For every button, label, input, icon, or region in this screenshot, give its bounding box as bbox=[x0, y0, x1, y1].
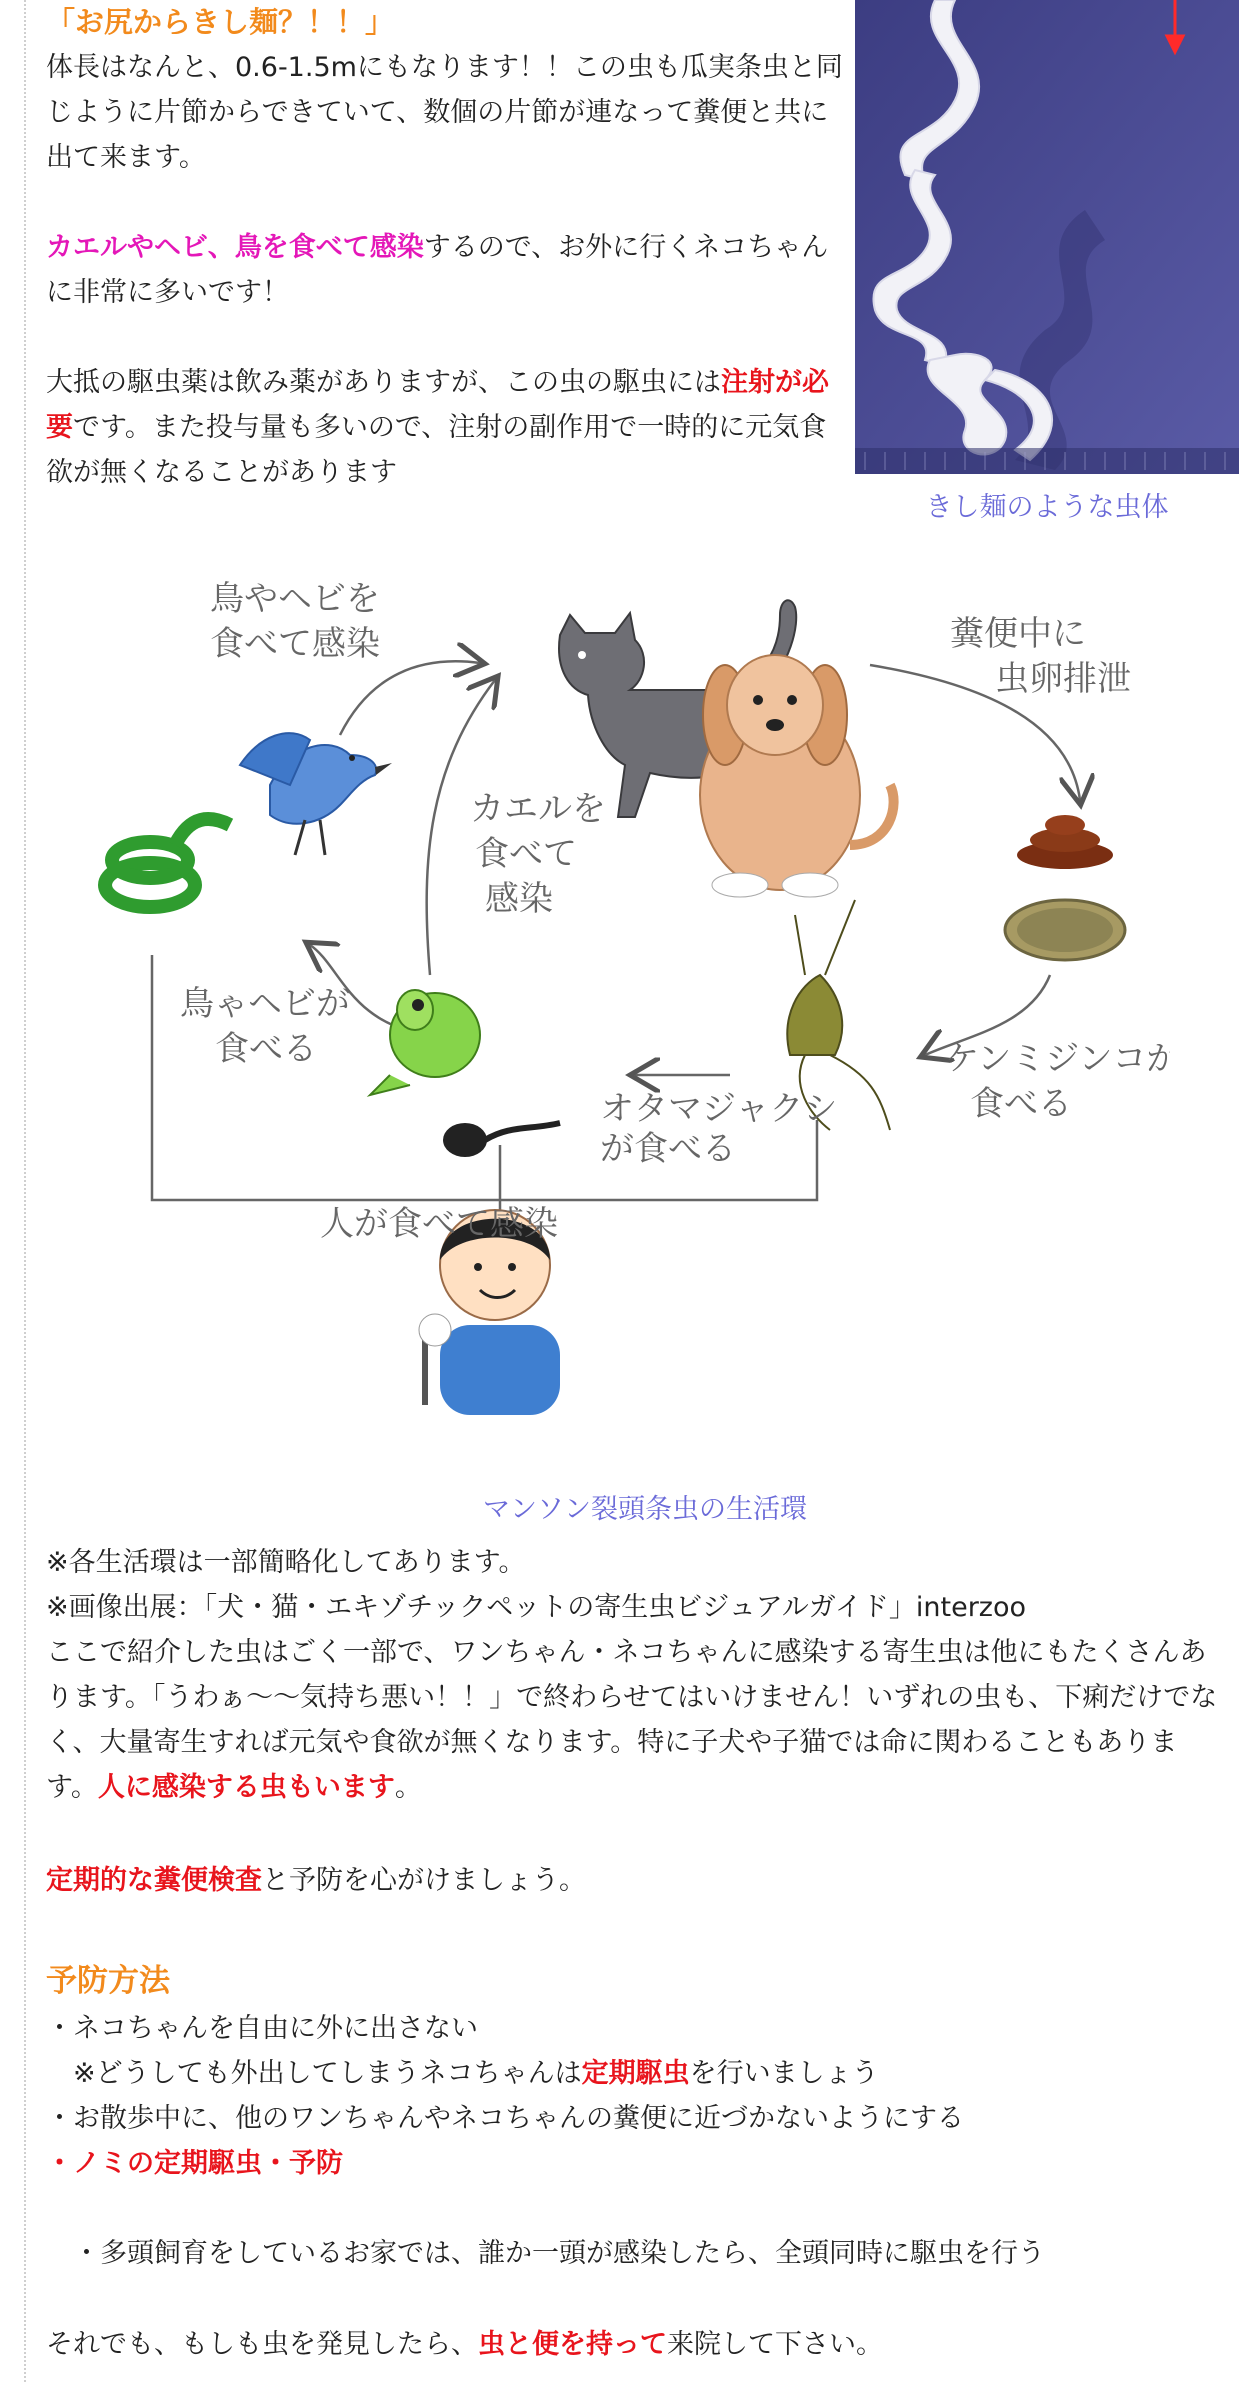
visit-pre: それでも、もしも虫を発見したら、 bbox=[46, 2329, 478, 2360]
prevention-item-indoor: ・ネコちゃんを自由に外に出さない bbox=[46, 2013, 478, 2044]
visit-advice bbox=[46, 2322, 883, 2367]
prevention-heading: 予防方法 bbox=[46, 1963, 170, 1999]
deworm-pre: ※どうしても外出してしまうネコちゃんは bbox=[46, 2058, 582, 2089]
label-copepod-1: ケンミジンコが bbox=[945, 1039, 1170, 1079]
treatment-text bbox=[46, 360, 846, 495]
parasite-summary-end: 。 bbox=[394, 1772, 422, 1803]
zoonosis-warning: 人に感染する虫もいます bbox=[97, 1772, 395, 1803]
feces-icon bbox=[1017, 815, 1113, 869]
egg-icon bbox=[1005, 900, 1125, 960]
worm-description: 体長はなんと、0.6-1.5mにもなります！！この虫も瓜実条虫と同じように片節からできていて、数個の片節が連なって糞便と共に出て来ます。 bbox=[46, 52, 843, 173]
injection-required: 注射が必要 bbox=[46, 367, 829, 443]
label-bird-snake-2: 食べて感染 bbox=[210, 624, 380, 664]
bring-sample: 虫と便を持って bbox=[478, 2329, 667, 2360]
treatment-post: です。また投与量も多いので、注射の副作用で一時的に元気食欲が無くなることがあります bbox=[46, 412, 827, 488]
treatment-pre: 大抵の駆虫薬は飲み薬がありますが、この虫の駆虫には bbox=[46, 367, 721, 398]
exam-advice bbox=[46, 1858, 586, 1903]
bird-icon bbox=[240, 733, 392, 855]
label-tadpole-1: オタマジャクシ bbox=[600, 1089, 838, 1129]
prevention-item-multi-pet: ・多頭飼育をしているお家では、誰か一頭が感染したら、全頭同時に駆虫を行う bbox=[46, 2238, 1045, 2269]
prevention-item-walk: ・お散歩中に、他のワンちゃんやネコちゃんの糞便に近づかないようにする bbox=[46, 2103, 964, 2134]
label-feces-2: 虫卵排泄 bbox=[995, 659, 1131, 699]
image-source-note: ※画像出展：「犬・猫・エキゾチックペットの寄生虫ビジュアルガイド」interzoo bbox=[46, 1592, 1027, 1623]
arrow-bird-to-cat bbox=[340, 661, 480, 735]
flea-prevention: ノミの定期駆虫・予防 bbox=[73, 2148, 343, 2179]
dog-icon bbox=[700, 655, 894, 897]
label-frog-eat-3: 感染 bbox=[485, 879, 553, 919]
label-human: 人が食べて感染 bbox=[320, 1204, 558, 1244]
worm-heading: 「お尻からきし麺？！！」 bbox=[46, 5, 395, 39]
lifecycle-diagram bbox=[90, 555, 1170, 1455]
worm-photo-drawing bbox=[855, 0, 1239, 474]
photo-caption: きし麺のような虫体 bbox=[925, 492, 1169, 523]
infection-route-highlight: カエルやヘビ、鳥を食べて感染 bbox=[46, 232, 424, 263]
label-feces-1: 糞便中に bbox=[950, 614, 1086, 654]
exam-advice-rest: と予防を心がけましょう。 bbox=[262, 1865, 586, 1896]
infection-route-rest: するので、お外に行くネコちゃんに非常に多いです！ bbox=[46, 232, 829, 308]
fecal-exam-highlight: 定期的な糞便検査 bbox=[46, 1865, 262, 1896]
lifecycle-drawing bbox=[90, 555, 1170, 1455]
tadpole-icon bbox=[443, 1123, 560, 1157]
snake-icon bbox=[105, 819, 230, 907]
frog-icon bbox=[370, 990, 480, 1095]
simplification-note: ※各生活環は一部簡略化してあります。 bbox=[46, 1547, 526, 1578]
worm-photo bbox=[855, 0, 1239, 474]
flea-bullet: ・ bbox=[46, 2148, 73, 2179]
regular-deworming: 定期駆虫 bbox=[581, 2058, 690, 2089]
prevention-item-deworm bbox=[46, 2051, 879, 2096]
parasite-summary-text: ここで紹介した虫はごく一部で、ワンちゃん・ネコちゃんに感染する寄生虫は他にもたくさんあります。「うわぁ〜〜気持ち悪い！！」で終わらせてはいけません！いずれの虫も、下痢だけでなく、大量寄生すれば元気や食欲が無くなります。特に子犬や子猫では命に関わることもあります。 bbox=[46, 1637, 1218, 1803]
infection-route-text bbox=[46, 225, 846, 315]
label-copepod-2: 食べる bbox=[970, 1084, 1072, 1124]
label-tadpole-2: が食べる bbox=[600, 1129, 736, 1169]
visit-post: 来院して下さい。 bbox=[667, 2329, 883, 2360]
content-left-border bbox=[24, 0, 26, 2382]
label-bird-snake-eat-1: 鳥ゃヘビが bbox=[180, 984, 350, 1024]
parasite-summary bbox=[46, 1630, 1226, 1810]
label-bird-snake-1: 鳥やヘビを bbox=[210, 579, 380, 619]
label-bird-snake-eat-2: 食べる bbox=[215, 1029, 317, 1069]
prevention-item-flea bbox=[46, 2141, 343, 2186]
label-frog-eat-1: カエルを bbox=[470, 789, 606, 829]
label-frog-eat-2: 食べて bbox=[475, 834, 577, 874]
lifecycle-caption: マンソン裂頭条虫の生活環 bbox=[483, 1494, 807, 1525]
deworm-post: を行いましょう bbox=[689, 2058, 879, 2089]
